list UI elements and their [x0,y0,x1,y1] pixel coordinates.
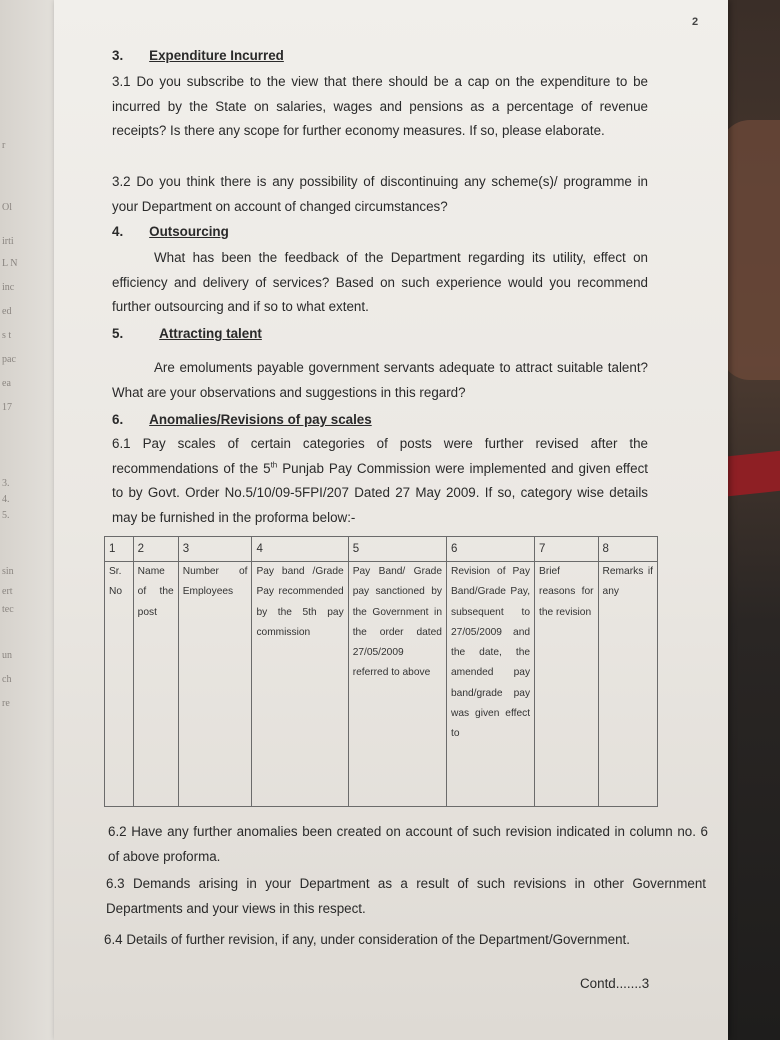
background-hand [720,120,780,380]
margin-text: re [2,698,10,709]
table-row [105,537,658,562]
column-number: 5 [348,537,446,562]
margin-text: ed [2,306,12,317]
margin-text: irti [2,236,14,247]
margin-text: ea [2,378,11,389]
section-6-heading [112,408,372,433]
section-title: Attracting talent [159,326,262,341]
column-header: Brief reasons for the revision [535,562,598,807]
document-page [54,0,728,1040]
margin-text: ch [2,674,12,685]
margin-text: un [2,650,12,661]
column-header: Revision of Pay Band/Grade Pay, subsequent to 27/05/2009 and the date, the amended pay band/grade pay was given effect to [446,562,534,807]
margin-text: s t [2,330,12,341]
page-number: 2 [692,16,699,28]
column-number: 3 [178,537,252,562]
margin-text: 3. [2,478,10,489]
section-5-heading [112,322,262,347]
paragraph-6-2: 6.2 Have any further anomalies been created on account of such revision indicated in column no. 6 of above proforma. [108,824,708,864]
column-number: 1 [105,537,134,562]
margin-text: inc [2,282,15,293]
superscript: th [270,460,278,470]
paragraph-6-3: 6.3 Demands arising in your Department as a result of such revisions in other Government Departments and your views in this respect. [106,876,706,916]
column-number: 4 [252,537,348,562]
paragraph-3-1: 3.1 Do you subscribe to the view that there should be a cap on the expenditure to be incurred by the State on salaries, wages and pensions as a percentage of revenue receipts? Is there any scope for further economy measures. If so, please elaborate. [112,74,648,138]
margin-text: r [2,140,6,151]
column-number: 8 [598,537,657,562]
section-4-heading [112,220,229,245]
paragraph-text: 6.1 Pay scales of certain categories of posts were further revised after the recommendations of the 5 [112,436,648,476]
paragraph-5: Are emoluments payable government servants adequate to attract suitable talent? What are your observations and suggestions in this regard? [112,360,648,400]
column-header: Pay band /Grade Pay recommended by the 5th pay commission [252,562,348,807]
margin-text: Ol [2,202,12,213]
section-title: Anomalies/Revisions of pay scales [149,412,372,427]
column-header: Sr. No [105,562,134,807]
background-left-page [0,0,60,1040]
margin-text: L N [2,258,18,269]
paragraph-4: What has been the feedback of the Department regarding its utility, effect on efficiency and delivery of services? Based on such experience would you recommend further outsourcing and if so to what extent. [112,250,648,314]
column-number: 7 [535,537,598,562]
column-header: Remarks if any [598,562,657,807]
section-number: 4. [112,224,124,239]
continued-marker: Contd.......3 [580,976,650,991]
section-number: 6. [112,412,124,427]
paragraph-6-1 [112,432,648,530]
paragraph-3-2: 3.2 Do you think there is any possibility of discontinuing any scheme(s)/ programme in your Department on account of changed circumstances? [112,174,648,214]
column-header: Name of the post [133,562,178,807]
table-row [105,562,658,807]
margin-text: 5. [2,510,10,521]
margin-text: 4. [2,494,10,505]
margin-text: ert [2,586,13,597]
column-number: 6 [446,537,534,562]
section-number: 3. [112,48,124,63]
section-number: 5. [112,326,124,341]
section-title: Expenditure Incurred [149,48,284,63]
margin-text: sin [2,566,14,577]
section-3-heading [112,44,284,69]
column-header: Pay Band/ Grade pay sanctioned by the Government in the order dated 27/05/2009 referred to above [348,562,446,807]
paragraph-6-4: 6.4 Details of further revision, if any, under consideration of the Department/Government. [104,932,630,947]
margin-text: 17 [2,402,12,413]
section-title: Outsourcing [149,224,229,239]
margin-text: tec [2,604,14,615]
column-number: 2 [133,537,178,562]
proforma-table [104,536,658,807]
margin-text: pac [2,354,16,365]
column-header: Number of Employees [178,562,252,807]
paragraph-text: Punjab Pay Commission were implemented and given effect to by Govt. Order No.5/10/09-5FPI/207 Dated 27 May 2009. If so, category wise details may be furnished in the proforma below:- [112,460,648,525]
